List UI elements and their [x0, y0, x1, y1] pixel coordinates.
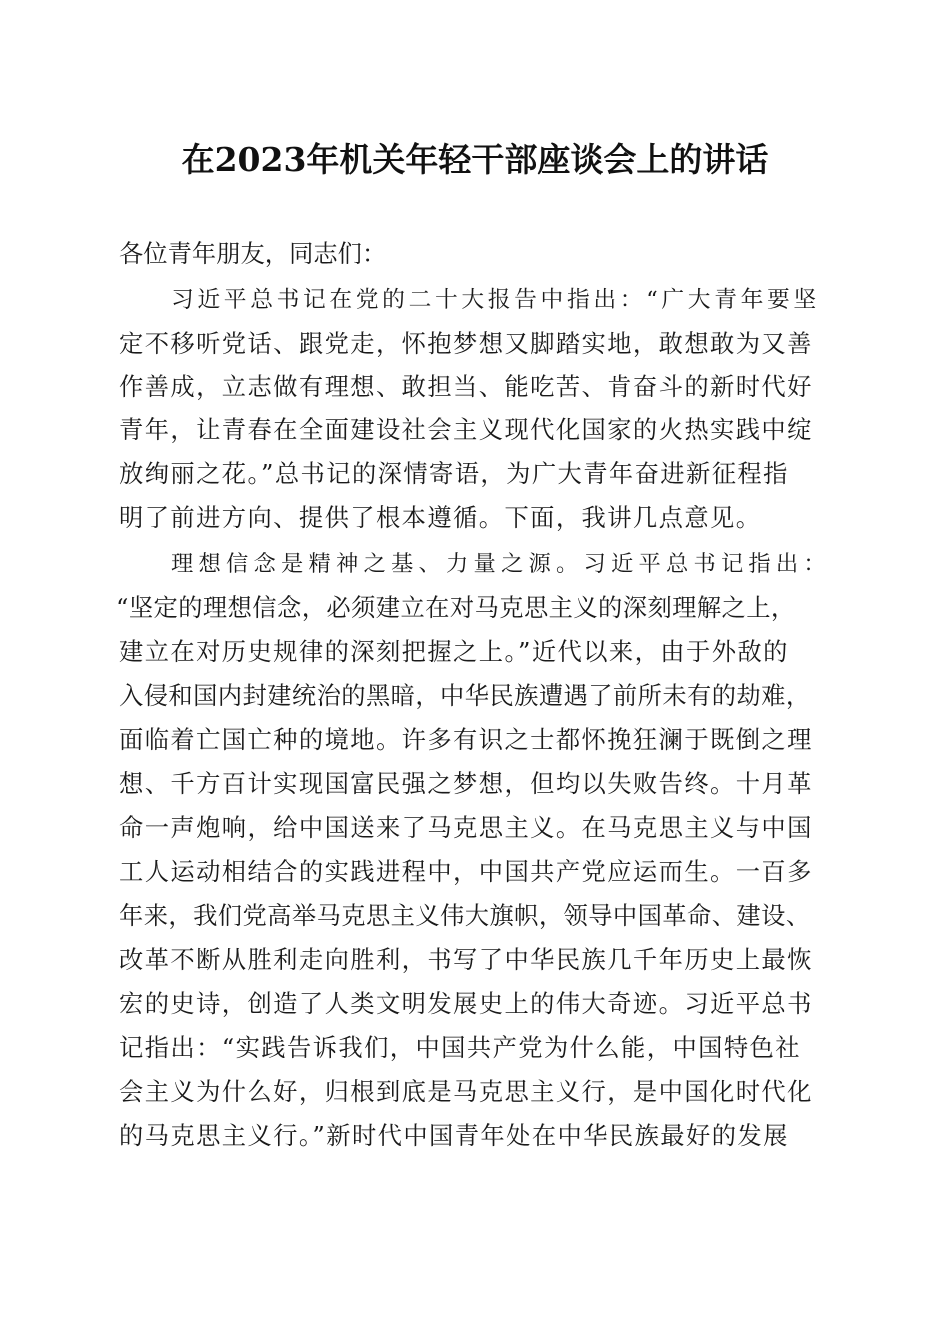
salutation-line: 各位青年朋友，同志们： [119, 239, 387, 268]
paragraph-line: 命一声炮响，给中国送来了马克思主义。在马克思主义与中国 [119, 813, 813, 842]
paragraph-line: 的马克思主义行。”新时代中国青年处在中华民族最好的发展 [119, 1121, 789, 1150]
paragraph-line: 宏的史诗，创造了人类文明发展史上的伟大奇迹。习近平总书 [119, 989, 813, 1018]
paragraph-line: 会主义为什么好，归根到底是马克思主义行，是中国化时代化 [119, 1077, 813, 1106]
paragraph-line: 建立在对历史规律的深刻把握之上。”近代以来，由于外敌的 [119, 637, 789, 666]
paragraph-line: 入侵和国内封建统治的黑暗，中华民族遭遇了前所未有的劫难， [119, 681, 811, 710]
paragraph-line: 习近平总书记在党的二十大报告中指出：“广大青年要坚 [171, 287, 820, 313]
document-title: 在2023年机关年轻干部座谈会上的讲话 [181, 140, 769, 179]
paragraph-line: 定不移听党话、跟党走，怀抱梦想又脚踏实地，敢想敢为又善 [119, 329, 813, 358]
paragraph-line: 记指出：“实践告诉我们，中国共产党为什么能，中国特色社 [119, 1033, 801, 1062]
paragraph-line: 放绚丽之花。”总书记的深情寄语，为广大青年奋进新征程指 [119, 459, 789, 488]
paragraph-line: 明了前进方向、提供了根本遵循。下面，我讲几点意见。 [119, 503, 762, 532]
paragraph-line: 想、千方百计实现国富民强之梦想，但均以失败告终。十月革 [119, 769, 813, 798]
paragraph-line: 理想信念是精神之基、力量之源。习近平总书记指出： [171, 551, 831, 577]
paragraph-line: 工人运动相结合的实践进程中，中国共产党应运而生。一百多 [119, 857, 813, 886]
paragraph-line: 年来，我们党高举马克思主义伟大旗帜，领导中国革命、建设、 [119, 901, 811, 930]
paragraph-line: 面临着亡国亡种的境地。许多有识之士都怀挽狂澜于既倒之理 [119, 725, 813, 754]
paragraph-line: 改革不断从胜利走向胜利，书写了中华民族几千年历史上最恢 [119, 945, 813, 974]
paragraph-line: “坚定的理想信念，必须建立在对马克思主义的深刻理解之上， [116, 593, 796, 622]
paragraph-line: 作善成，立志做有理想、敢担当、能吃苦、肯奋斗的新时代好 [119, 372, 813, 401]
paragraph-line: 青年，让青春在全面建设社会主义现代化国家的火热实践中绽 [119, 415, 813, 444]
